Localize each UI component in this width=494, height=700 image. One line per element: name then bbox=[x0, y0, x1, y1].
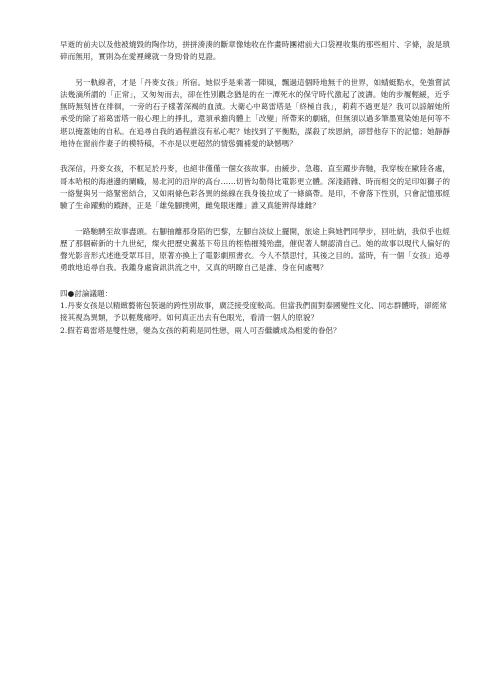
discussion-title: 四●討論議題： bbox=[60, 288, 113, 298]
paragraph-continuation: 早逝的前夫以及他被燒毀的陶作坊，拼拼湊湊的斷章像她收在作畫時團裙前大口袋裡收集的那些相片、字條，說是瑣碎而無用，實則為在愛裡練就一身勁骨的見證。 bbox=[60, 40, 450, 62]
discussion-question-2: 2.假若葛雷塔是雙性戀，變為女孩的莉莉是同性戀，兩人可否繼續成為相愛的眷侶？ bbox=[60, 325, 341, 335]
discussion-section bbox=[60, 288, 450, 337]
paragraph-belief: 我深信，丹麥女孩，不框足於丹麥，也絕非僅僅一個女孩故事。由緩步、急趨、直至躍步奔馳，我穿梭在歐陸各處，哥本哈根的海港邊的闌幟，易北河的沿岸的高台……切皆勾勒得比電影更立體。深淺錯雜、時而相交的足印如獅子的一絡髮與另一絡緊密結合，又如兩條色彩各異的絲線在我身後拉成了一條縞帶。是印，不會落下性別，只會記憶那經驗了生命躍動的蹤跡，正是「雄兔腳撲朔，雌兔眼迷離」誰又真能辨得雄雌？ bbox=[60, 164, 450, 211]
paragraph-danish-girl: 另一軌線者，才是「丹麥女孩」所宿。她似乎是乘著一陣風，飄過這個時地無千的世界，如蜻蜓點水，免強嘗試法幾滴所謂的「正常」，又匆匆而去，卻在性別觀念猶是的在一潭死水的保守時代激起了波濤。她的步履輕緩，近乎無時無刻皆在徘徊，一旁的石子樣著深褐的血漬。大衛心中葛雷塔是「終極自我」，莉莉不過更是？我可以諒解她所承受的除了裕葛雷塔一般心理上的掙扎，還須承擔肉體上「改變」所帶來的劇痛，但無須以過多筆墨寬染她是何等不堪以掩蓋她的自私。在追尋自我的過程誰沒有私心呢？她找到了平衡點，謀殺了埃恩納，卻替他存下的記憶；她靜靜地待在窗前作妻子的模特稿，不亦是以更超然的情慫彌補愛的缺憾嗎？ bbox=[60, 77, 450, 149]
paragraph-journey-end: 一路馳騁至故事盡頭。右腳抽離那身陷的巴黎，左腳自淡紋上擺開，旅途上與她們同學步，回吐納，我似乎也經歷了那個嶄新的十九世紀，燦火把歷史糞基下苟且的桎梏摧殘殆盡，催促著人類認清自己。她的故事以現代人偏好的聲光影音形式述進受眾耳目，原著亦換上了電影劇照書衣。今人不禁思忖，其後之目的。當時，有一個「女孩」追尋勇敢地追尋自我。我鑑身處資訊洪流之中，又真的明瞭自己是誰、身在何處嗎？ bbox=[60, 226, 450, 273]
discussion-question-1: 1.丹麥女孩是以精緻藝術包裝過的跨性別故事，廣泛接受度較高。但當我們面對泰國變性文化、同志群體時，卻經常接其視為異類，予以輕蔑痛呼。如何真正出去有色眼光，看清一個人的原貌？ bbox=[60, 301, 447, 323]
document-page bbox=[60, 39, 450, 337]
